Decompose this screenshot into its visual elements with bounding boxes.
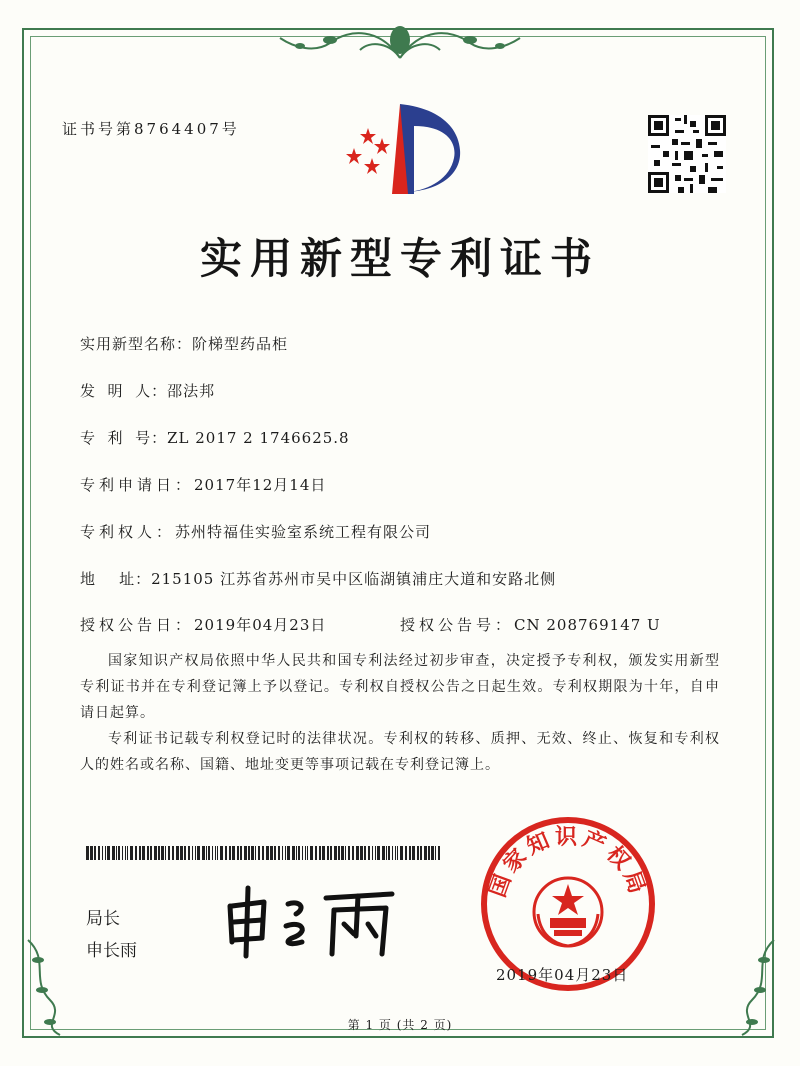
field-label: 授权公告日： (80, 616, 195, 634)
field-utility-model-name (80, 333, 288, 354)
cnipa-emblem-icon (342, 98, 462, 198)
field-inventor (80, 380, 215, 401)
barcode-icon (86, 846, 446, 860)
field-label: 发 明 人： (80, 382, 168, 400)
field-value: 苏州特福佳实验室系统工程有限公司 (175, 523, 432, 541)
field-label: 实用新型名称： (80, 335, 193, 353)
field-value: CN 208769147 U (514, 616, 661, 634)
legal-status-paragraph: 专利证书记载专利权登记时的法律状况。专利权的转移、质押、无效、终止、恢复和专利权人的姓名或名称、国籍、地址变更等事项记载在专利登记簿上。 (80, 731, 720, 773)
field-grant-number (400, 614, 661, 635)
field-value: 2017年12月14日 (194, 476, 327, 494)
page-number: 第 1 页 (共 2 页) (347, 1018, 453, 1032)
field-address (80, 568, 556, 589)
field-value: ZL 2017 2 1746625.8 (167, 429, 350, 447)
national-emblem-icon (534, 878, 602, 946)
certificate-number: 证书号第8764407号 (62, 120, 240, 138)
field-label: 授权公告号： (400, 616, 515, 634)
director-title: 局长 (86, 909, 120, 929)
field-patent-number (80, 427, 350, 448)
seal-date: 2019年04月23日 (496, 966, 629, 984)
field-value: 215105 江苏省苏州市吴中区临湖镇浦庄大道和安路北侧 (151, 570, 557, 588)
field-patentee (80, 521, 431, 542)
field-label: 专 利 号： (80, 429, 168, 447)
field-label: 专利权人： (80, 523, 176, 541)
field-label: 专利申请日： (80, 476, 195, 494)
field-label: 地 址： (80, 570, 152, 588)
field-filing-date (80, 474, 326, 495)
grant-statement-paragraph: 国家知识产权局依照中华人民共和国专利法经过初步审查，决定授予专利权，颁发实用新型专利证书并在专利登记簿上予以登记。专利权自授权公告之日起生效。专利权期限为十年，自申请日起算。 (80, 653, 720, 721)
director-name: 申长雨 (86, 941, 137, 961)
field-value: 邵法邦 (167, 382, 216, 400)
seal-text: 国家知识产权局 (485, 825, 651, 901)
top-ornament-icon (270, 18, 530, 68)
director-signature (222, 880, 402, 960)
field-value: 阶梯型药品柜 (192, 335, 289, 353)
certificate-title: 实用新型专利证书 (199, 234, 600, 283)
qr-code-icon (648, 115, 726, 193)
field-grant-date (80, 614, 326, 635)
field-value: 2019年04月23日 (194, 616, 327, 634)
